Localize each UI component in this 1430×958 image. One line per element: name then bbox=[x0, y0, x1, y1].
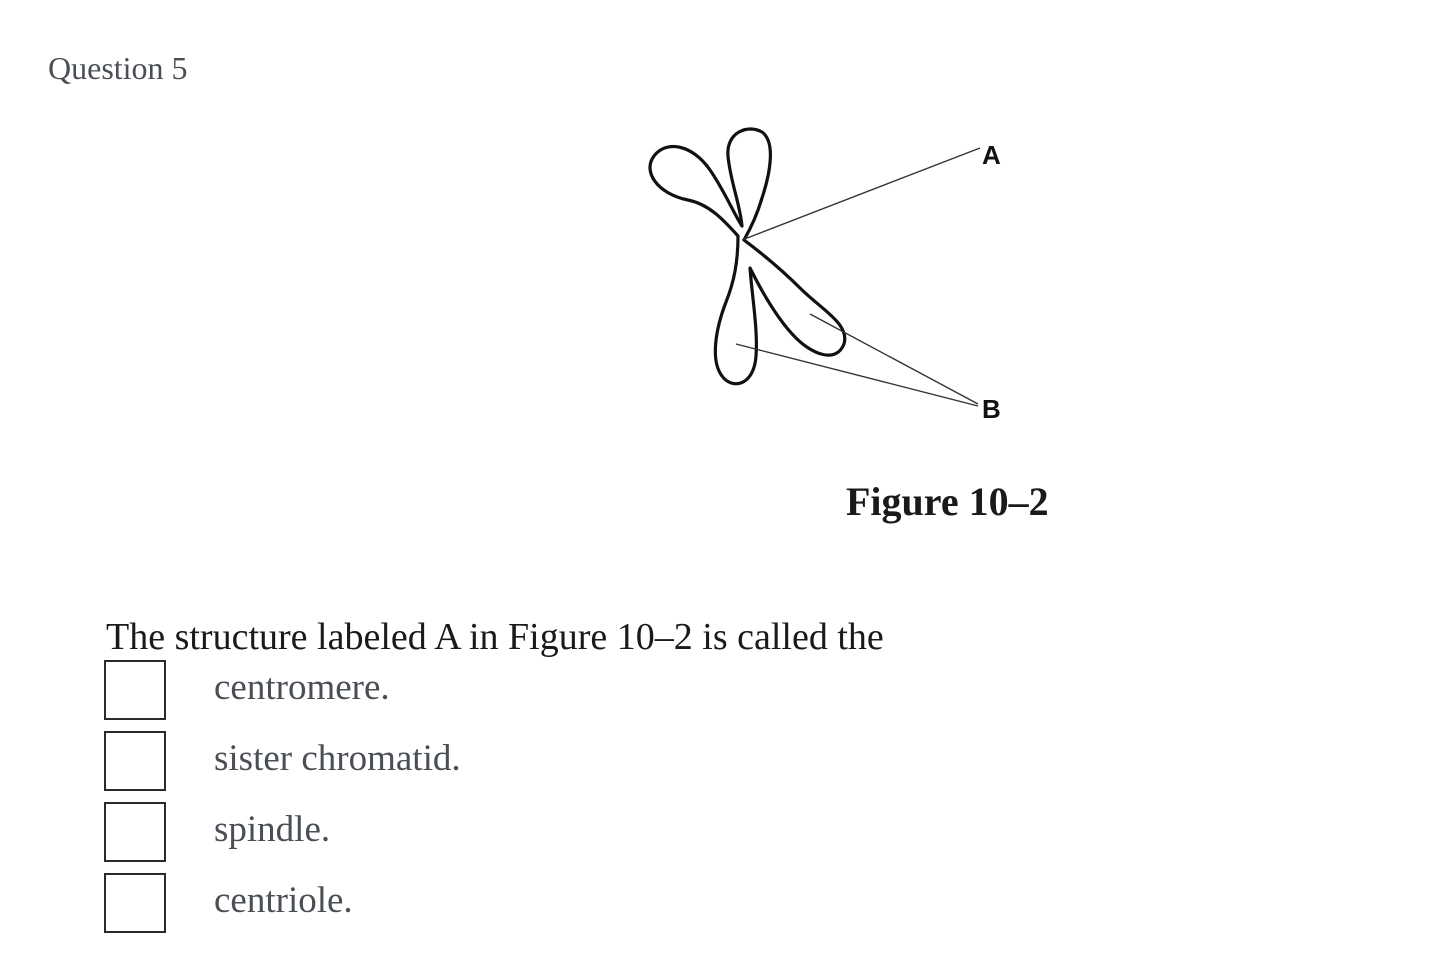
option-checkbox[interactable] bbox=[104, 873, 166, 933]
option-label[interactable]: sister chromatid. bbox=[214, 738, 461, 779]
answer-options bbox=[104, 660, 804, 944]
option-centriole[interactable] bbox=[104, 873, 804, 944]
chromosome-figure bbox=[630, 118, 1030, 428]
figure-label-b: B bbox=[982, 394, 1001, 424]
option-sister-chromatid[interactable] bbox=[104, 731, 804, 802]
option-checkbox[interactable] bbox=[104, 731, 166, 791]
chromosome-diagram bbox=[630, 118, 1030, 428]
option-spindle[interactable] bbox=[104, 802, 804, 873]
leader-line-a bbox=[742, 148, 980, 240]
chromosome-outline bbox=[650, 129, 845, 384]
leader-line-b-upper bbox=[810, 314, 978, 404]
question-prompt: The structure labeled A in Figure 10–2 is called the bbox=[106, 616, 884, 658]
option-centromere[interactable] bbox=[104, 660, 804, 731]
figure-caption: Figure 10–2 bbox=[846, 479, 1049, 524]
question-title: Question 5 bbox=[48, 50, 188, 86]
option-checkbox[interactable] bbox=[104, 660, 166, 720]
option-checkbox[interactable] bbox=[104, 802, 166, 862]
option-label[interactable]: centriole. bbox=[214, 880, 353, 921]
leader-line-b-lower bbox=[736, 344, 978, 406]
option-label[interactable]: spindle. bbox=[214, 809, 331, 850]
figure-label-a: A bbox=[982, 140, 1001, 170]
option-label[interactable]: centromere. bbox=[214, 667, 390, 708]
